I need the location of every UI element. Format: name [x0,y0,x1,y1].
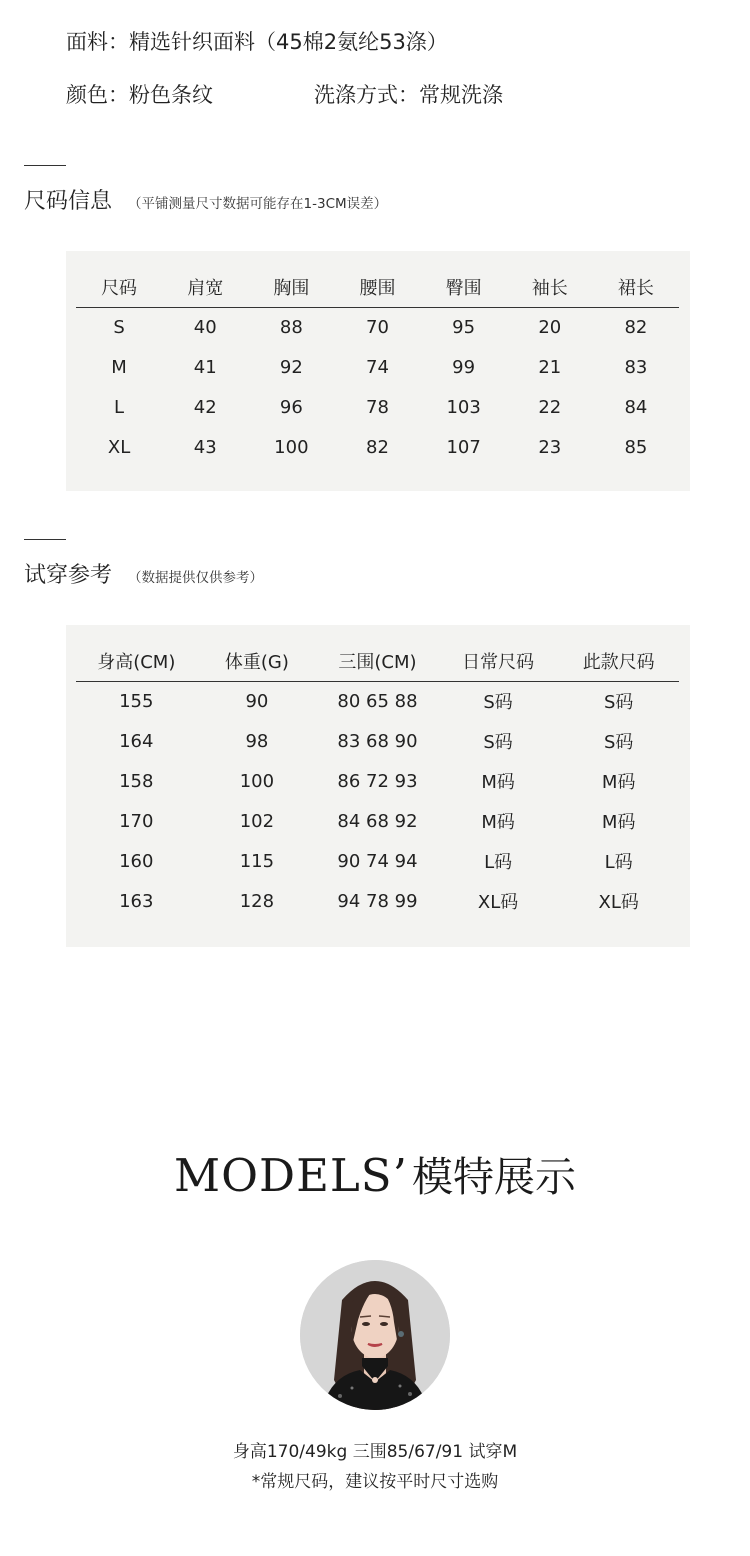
table-cell: 20 [538,316,562,338]
table-row [76,307,679,347]
table-cell: 100 [274,436,309,458]
table-cell: 164 [119,730,154,752]
table-cell: 22 [538,396,562,418]
table-cell: L [114,396,125,418]
table-cell: S码 [483,692,513,714]
table-cell: 41 [193,356,217,378]
table-cell: XL [107,436,131,458]
table-cell: 95 [452,316,476,338]
size-column-header: 肩宽 [162,267,248,307]
table-cell: 84 [624,396,648,418]
fit-section-header [24,558,263,589]
table-cell: XL码 [477,892,519,913]
table-row [76,681,679,721]
table-row [76,427,679,467]
table-cell: S [113,316,125,338]
size-column-header: 裙长 [593,267,679,307]
table-cell: 42 [193,396,217,418]
table-cell: 170 [119,810,154,832]
table-cell: 99 [452,356,476,378]
models-heading [0,1144,750,1203]
table-cell: 100 [239,770,275,792]
color-label: 颜色： [66,83,129,107]
table-cell: 103 [446,396,481,418]
size-table-panel [66,251,690,491]
table-cell: 128 [239,890,275,912]
section-divider [24,165,66,166]
fabric-label: 面料： [66,30,129,54]
size-column-header: 袖长 [507,267,593,307]
size-section-header [24,184,387,215]
table-row [76,347,679,387]
table-cell: 23 [538,436,562,458]
models-title-cn: 模特展示 [411,1153,576,1201]
table-cell: 160 [119,850,154,872]
size-section-note: （平铺测量尺寸数据可能存在1-3CM误差） [128,196,388,212]
wash-label: 洗涤方式： [314,83,419,107]
model-portrait-image [300,1260,450,1410]
size-column-header: 尺码 [76,267,162,307]
table-cell: 84 68 92 [337,810,418,832]
table-cell: 98 [245,730,269,752]
section-divider [24,539,66,540]
table-cell: 82 [366,436,389,458]
models-title-en: MODELS’ [174,1149,408,1202]
table-cell: 74 [366,356,389,378]
table-row [76,387,679,427]
model-size-tip: *常规尺码，建议按平时尺寸选购 [251,1472,499,1492]
table-cell: 90 [245,690,269,712]
size-column-header: 臀围 [421,267,507,307]
size-table-header-row [76,267,679,307]
table-cell: M码 [601,812,636,833]
fabric-value: 精选针织面料（45棉2氨纶53涤） [129,30,448,54]
table-cell: S码 [603,692,634,714]
table-cell: M [111,356,127,378]
table-cell: M码 [481,772,515,793]
table-cell: 90 74 94 [337,850,418,872]
color-value: 粉色条纹 [129,83,213,107]
table-cell: 82 [624,316,648,338]
table-cell: 70 [366,316,389,338]
table-cell: 86 72 93 [337,770,418,792]
table-cell: 83 [624,356,648,378]
fit-column-header: 身高(CM) [76,641,197,681]
table-cell: L码 [484,852,513,873]
table-cell: 78 [366,396,389,418]
fit-section-note: （数据提供仅供参考） [128,570,264,586]
table-cell: S码 [483,732,513,753]
table-cell: 88 [279,316,303,338]
table-cell: 115 [239,850,275,872]
table-cell: 107 [446,436,481,458]
fit-column-header: 三围(CM) [317,641,438,681]
size-column-header: 胸围 [248,267,334,307]
table-row [76,801,679,841]
table-cell: 163 [119,890,154,912]
table-cell: 43 [193,436,217,458]
table-cell: M码 [601,772,636,793]
table-cell: 85 [624,436,648,458]
table-cell: 158 [119,770,154,792]
fit-section-title: 试穿参考 [24,563,113,588]
table-cell: 92 [279,356,303,378]
table-cell: XL码 [598,892,639,913]
table-cell: 40 [193,316,217,338]
fit-column-header: 体重(G) [197,641,318,681]
table-row [76,881,679,921]
wash-info [314,79,503,109]
table-cell: M码 [481,812,515,833]
fit-table-panel [66,625,690,947]
fabric-line [66,26,448,56]
table-cell: 155 [119,690,154,712]
table-cell: S码 [603,732,634,753]
table-cell: 83 68 90 [337,730,418,752]
fit-column-header: 此款尺码 [558,641,679,681]
model-avatar [300,1260,450,1410]
size-section-title: 尺码信息 [24,189,113,214]
table-row [76,721,679,761]
color-wash-line [66,79,503,109]
table-cell: 94 78 99 [337,890,418,912]
model-stats: 身高170/49kg 三围85/67/91 试穿M [232,1442,518,1462]
fit-column-header: 日常尺码 [438,641,559,681]
table-cell: 102 [239,810,275,832]
fit-table-header-row [76,641,679,681]
table-cell: 96 [279,396,303,418]
fit-table [76,641,679,921]
size-column-header: 腰围 [334,267,420,307]
table-cell: 80 65 88 [337,690,418,712]
table-cell: 21 [538,356,562,378]
table-cell: L码 [604,852,633,873]
table-row [76,841,679,881]
size-table [76,267,679,467]
table-row [76,761,679,801]
wash-value: 常规洗涤 [419,83,503,107]
